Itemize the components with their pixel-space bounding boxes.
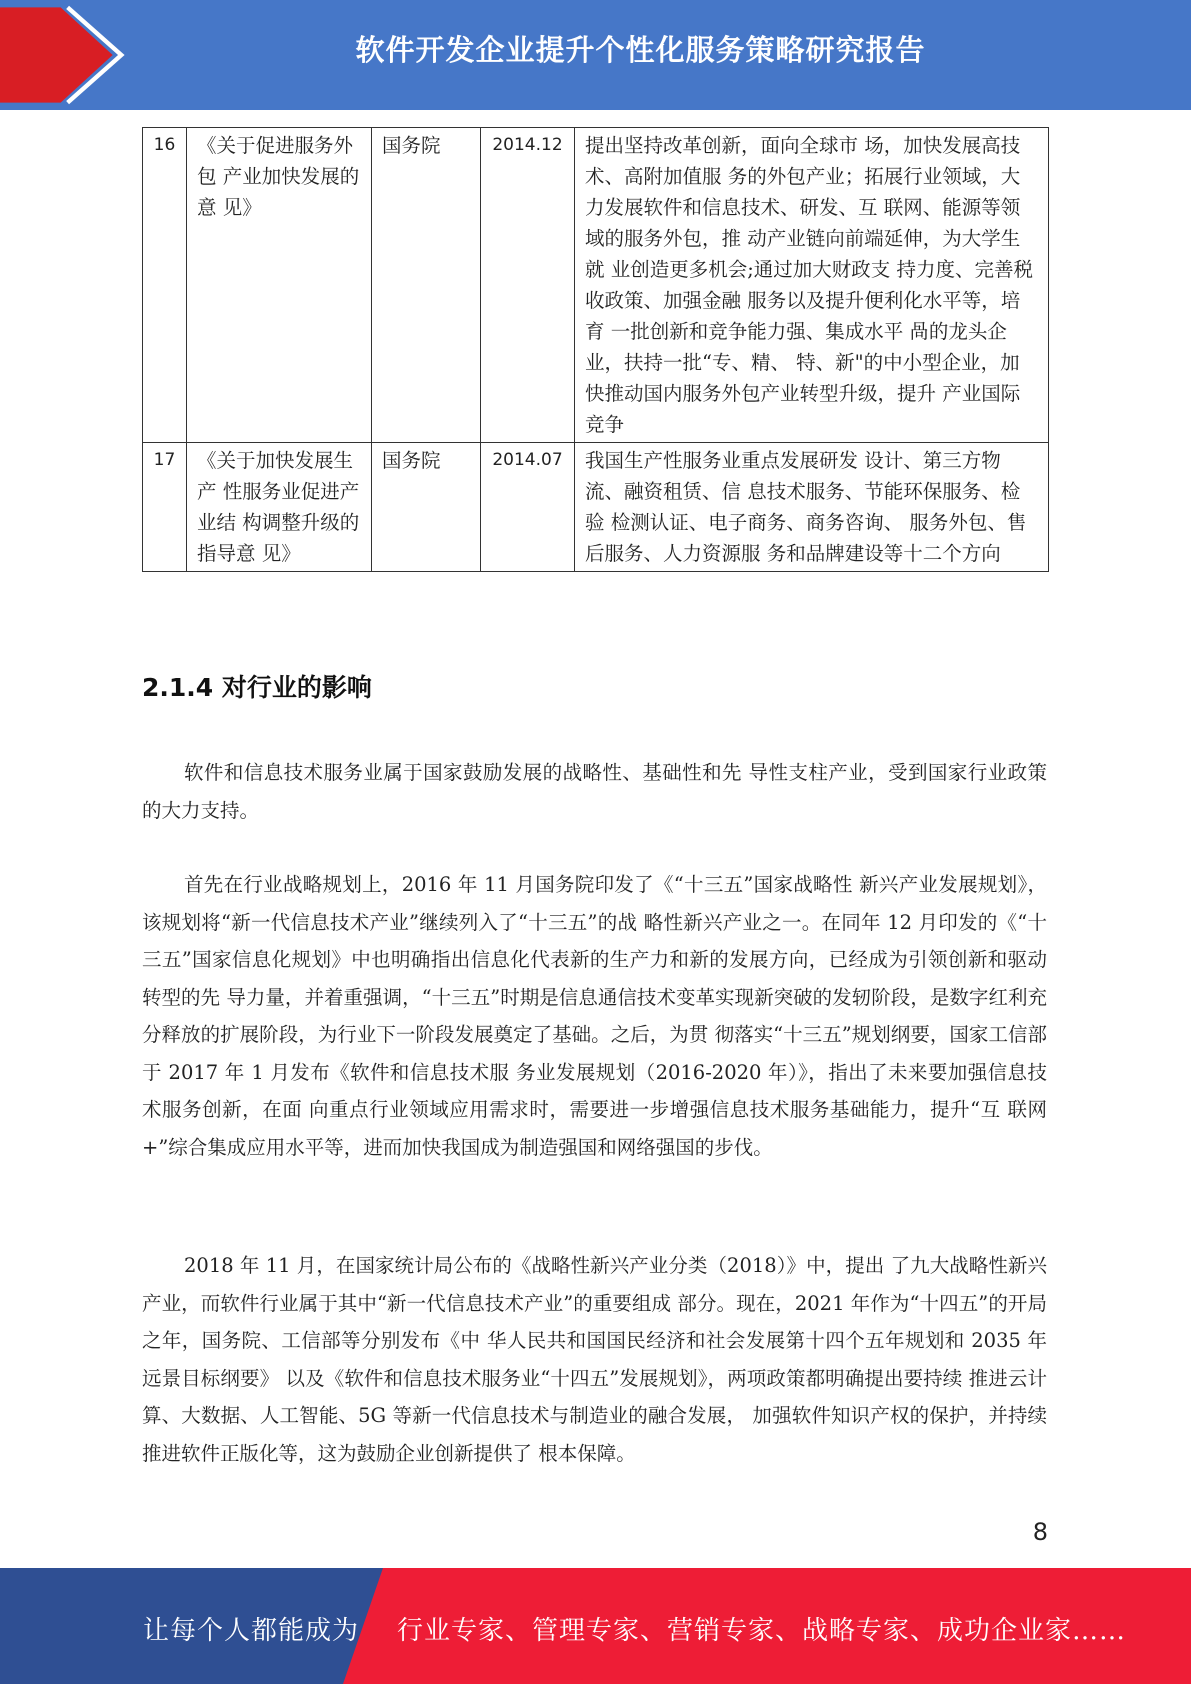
- policy-issuer: 国务院: [372, 443, 481, 572]
- policy-table: [142, 127, 1049, 572]
- page-footer: [0, 1568, 1191, 1684]
- section-heading: 2.1.4 对行业的影响: [142, 673, 372, 702]
- paragraph-1: 软件和信息技术服务业属于国家鼓励发展的战略性、基础性和先 导性支柱产业，受到国家行业政策的大力支持。: [142, 761, 1047, 822]
- paragraph-3: 2018 年 11 月，在国家统计局公布的《战略性新兴产业分类（2018）》中，提出 了九大战略性新兴产业，而软件行业属于其中“新一代信息技术产业”的重要组成 部分。现在，2021 年作为“十四五”的开局之年，国务院、工信部等分别发布《中 华人民共和国国民经济和社会发展第十四个五年规划和 2035 年远景目标纲要》 以及《软件和信息技术服务业“十四五”发展规划》，两项政策都明确提出要持续 推进云计算、大数据、人工智能、5G 等新一代信息技术与制造业的融合发展， 加强软件知识产权的保护，并持续推进软件正版化等，这为鼓励企业创新提供了 根本保障。: [142, 1254, 1047, 1465]
- policy-date: 2014.12: [481, 128, 575, 443]
- policy-title: 《关于促进服务外包 产业加快发展的意 见》: [187, 128, 372, 443]
- report-title: 软件开发企业提升个性化服务策略研究报告: [355, 33, 926, 67]
- table-row: [143, 443, 1049, 572]
- row-number: 16: [143, 128, 187, 443]
- page-header: [0, 0, 1191, 110]
- paragraph-2: 首先在行业战略规划上，2016 年 11 月国务院印发了《“十三五”国家战略性 新兴产业发展规划》，该规划将“新一代信息技术产业”继续列入了“十三五”的战 略性新兴产业之一。在同年 12 月印发的《“十三五”国家信息化规划》中也明确指出信息化代表新的生产力和新的发展方向，已经成为引领创新和驱动转型的先 导力量，并着重强调，“十三五”时期是信息通信技术变革实现新突破的发轫阶段，是数字红利充分释放的扩展阶段，为行业下一阶段发展奠定了基础。之后，为贯 彻落实“十三五”规划纲要，国家工信部于 2017 年 1 月发布《软件和信息技术服 务业发展规划（2016-2020 年）》，指出了未来要加强信息技术服务创新，在面 向重点行业领域应用需求时，需要进一步增强信息技术服务基础能力，提升“互 联网+”综合集成应用水平等，进而加快我国成为制造强国和网络强国的步伐。: [142, 873, 1047, 1159]
- policy-date: 2014.07: [481, 443, 575, 572]
- policy-content: 提出坚持改革创新，面向全球市 场，加快发展高技术、高附加值服 务的外包产业；拓展行业领域，大 力发展软件和信息技术、研发、互 联网、能源等领域的服务外包，推 动产业链向前端延伸，为大学生就 业创造更多机会;通过加大财政支 持力度、完善税收政策、加强金融 服务以及提升便利化水平等，培育 一批创新和竞争能力强、集成水平 咼的龙头企业，扶持一批“专、精、 特、新"的中小型企业，加快推动国内服务外包产业转型升级，提升 产业国际竞争: [575, 128, 1049, 443]
- policy-content: 我国生产性服务业重点发展研发 设计、第三方物流、融资租赁、信 息技术服务、节能环保服务、检验 检测认证、电子商务、商务咨询、 服务外包、售后服务、人力资源服 务和品牌建设等十二个方向: [575, 443, 1049, 572]
- header-red-chevron: [0, 0, 130, 110]
- footer-slogan-right: 行业专家、管理专家、营销专家、战略专家、成功企业家……: [397, 1616, 1127, 1646]
- row-number: 17: [143, 443, 187, 572]
- footer-slogan-left: 让每个人都能成为: [143, 1616, 360, 1646]
- policy-title: 《关于加快发展生产 性服务业促进产业结 构调整升级的指导意 见》: [187, 443, 372, 572]
- page-number: 8: [1032, 1518, 1048, 1546]
- table-row: [143, 128, 1049, 443]
- policy-issuer: 国务院: [372, 128, 481, 443]
